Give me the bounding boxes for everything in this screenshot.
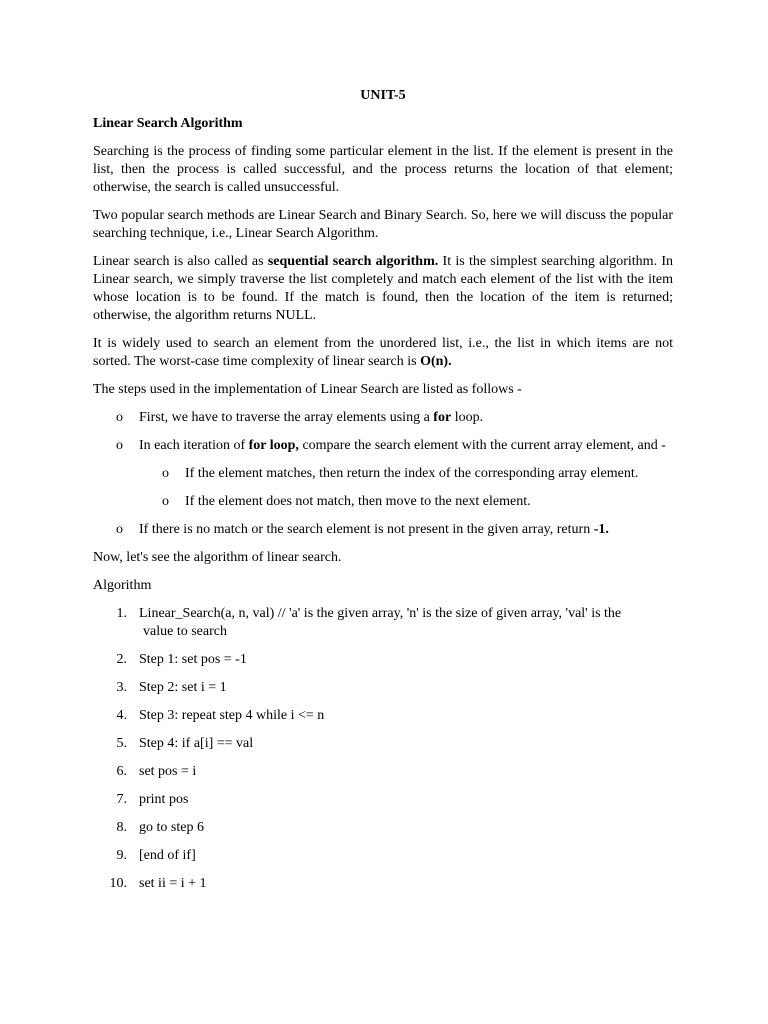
text-run: loop. (451, 410, 484, 425)
bullet-marker: o (162, 466, 169, 481)
list-item (93, 521, 673, 539)
algorithm-step (93, 763, 673, 781)
page-title: UNIT-5 (360, 88, 406, 103)
algorithm-step (93, 819, 673, 837)
step-number: 9. (116, 848, 127, 863)
bold-term: for loop, (248, 438, 299, 453)
step-number: 6. (116, 764, 127, 779)
steps-bullet-list (93, 409, 673, 539)
list-item (139, 493, 673, 511)
step-number: 3. (116, 680, 127, 695)
step-text: Step 2: set i = 1 (139, 680, 227, 695)
step-text: go to step 6 (139, 820, 204, 835)
page-content (93, 87, 673, 903)
algorithm-step (93, 679, 673, 697)
bold-term: -1. (593, 522, 609, 537)
text-run: If the element matches, then return the index of the corresponding array element. (185, 466, 639, 481)
section-heading: Linear Search Algorithm (93, 116, 243, 131)
text-run: If the element does not match, then move to the next element. (185, 494, 531, 509)
step-text: Step 4: if a[i] == val (139, 736, 254, 751)
step-text: Step 1: set pos = -1 (139, 652, 247, 667)
text-run: First, we have to traverse the array elements using a (139, 410, 434, 425)
step-text: Linear_Search(a, n, val) // 'a' is the given array, 'n' is the size of given array, 'val' is the (139, 606, 622, 621)
step-text: set ii = i + 1 (139, 876, 207, 891)
paragraph-now-lets-see: Now, let's see the algorithm of linear search. (93, 550, 342, 565)
bold-term: sequential search algorithm. (267, 254, 439, 269)
bold-term: for (433, 410, 452, 425)
step-number: 7. (116, 792, 127, 807)
algorithm-label: Algorithm (93, 578, 152, 593)
algorithm-step (93, 847, 673, 865)
text-run: It is the simplest searching algorithm. In Linear search, we simply traverse the list completely and match each element of the list with the item whose location is to be found. If the match is found, then the location of the item is returned; otherwise, the algorithm returns NULL. (93, 254, 673, 323)
text-run: Linear search is also called as (93, 254, 268, 269)
text-run: If there is no match or the search element is not present in the given array, return (139, 522, 594, 537)
list-item (93, 409, 673, 427)
list-item (93, 437, 673, 511)
step-text: [end of if] (139, 848, 196, 863)
bullet-marker: o (116, 438, 123, 453)
step-number: 1. (116, 606, 127, 621)
step-number: 4. (116, 708, 127, 723)
text-run: In each iteration of (139, 438, 249, 453)
bullet-marker: o (116, 410, 123, 425)
bullet-marker: o (116, 522, 123, 537)
list-item (139, 465, 673, 483)
step-continuation: value to search (143, 624, 227, 639)
step-number: 10. (109, 876, 127, 891)
paragraph-searching-intro: Searching is the process of finding some particular element in the list. If the element is present in the list, then the process is called successful, and the process returns the location of that element; otherwise, the search is called unsuccessful. (93, 144, 673, 195)
step-text: print pos (139, 792, 189, 807)
paragraph-steps-intro: The steps used in the implementation of Linear Search are listed as follows - (93, 382, 522, 397)
algorithm-step (93, 707, 673, 725)
bold-term: O(n). (420, 354, 452, 369)
paragraph-linear-definition (93, 253, 673, 325)
algorithm-step (93, 605, 673, 641)
algorithm-step (93, 791, 673, 809)
step-number: 5. (116, 736, 127, 751)
sub-bullet-list (139, 465, 673, 511)
step-text: Step 3: repeat step 4 while i <= n (139, 708, 325, 723)
algorithm-step (93, 651, 673, 669)
algorithm-step (93, 875, 673, 893)
paragraph-complexity (93, 335, 673, 371)
algorithm-steps (93, 605, 673, 893)
step-number: 2. (116, 652, 127, 667)
algorithm-step (93, 735, 673, 753)
text-run: It is widely used to search an element from the unordered list, i.e., the list in which items are not sorted. The worst-case time complexity of linear search is (93, 336, 673, 369)
bullet-marker: o (162, 494, 169, 509)
paragraph-search-methods: Two popular search methods are Linear Search and Binary Search. So, here we will discuss the popular searching technique, i.e., Linear Search Algorithm. (93, 208, 673, 241)
text-run: compare the search element with the current array element, and - (298, 438, 666, 453)
step-number: 8. (116, 820, 127, 835)
step-text: set pos = i (139, 764, 197, 779)
